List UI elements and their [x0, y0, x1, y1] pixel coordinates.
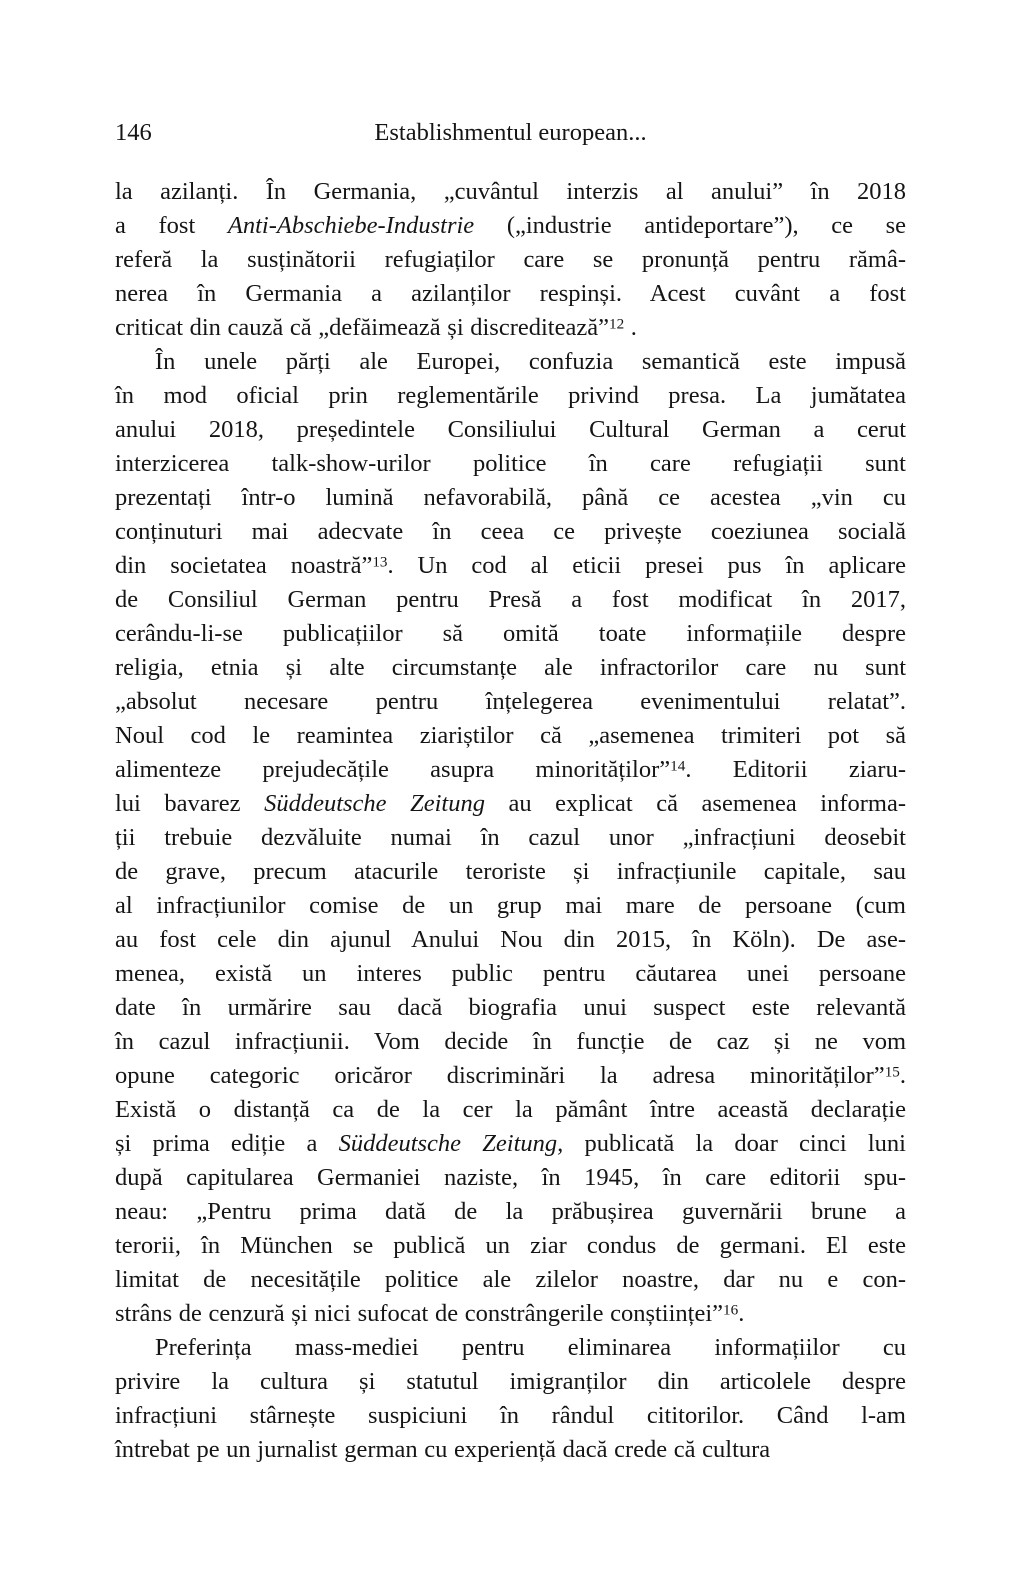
- footnote-ref: 14: [670, 757, 686, 775]
- text-run: menea, există un interes public pentru căutarea unei persoane: [115, 960, 906, 987]
- text-line: [115, 311, 906, 345]
- text-run: a fost: [115, 212, 228, 239]
- text-line: [115, 447, 906, 481]
- text-run: și prima ediție a: [115, 1130, 339, 1157]
- text-line: [115, 1229, 906, 1263]
- text-run: opune categoric oricăror discriminări la adresa minorităților”: [115, 1062, 885, 1089]
- text-run: al infracțiunilor comise de un grup mai mare de persoane (cum: [115, 892, 906, 919]
- text-run: criticat din cauză că „defăimează și discreditează”: [115, 314, 609, 341]
- text-run: la azilanți. În Germania, „cuvântul interzis al anului” în 2018: [115, 178, 906, 205]
- page-header: [115, 118, 906, 150]
- text-run: referă la susținătorii refugiaților care se pronunță pentru rămâ-: [115, 246, 906, 273]
- text-run: date în urmărire sau dacă biografia unui suspect este relevantă: [115, 994, 906, 1021]
- text-line: [115, 719, 906, 753]
- text-line: [115, 209, 906, 243]
- text-line: [115, 617, 906, 651]
- text-line: [115, 1297, 906, 1331]
- text-line: [115, 481, 906, 515]
- text-run: în mod oficial prin reglementările privind presa. La jumătatea: [115, 382, 906, 409]
- text-line: [115, 1263, 906, 1297]
- text-line: [115, 175, 906, 209]
- text-line: [115, 651, 906, 685]
- footnote-ref: 16: [723, 1301, 739, 1319]
- text-run: .: [624, 314, 637, 341]
- text-line: [115, 923, 906, 957]
- italic-run: Süddeutsche Zeitung: [264, 790, 485, 817]
- text-run: . Editorii ziaru-: [685, 756, 906, 783]
- italic-run: Anti-Abschiebe-Industrie: [227, 212, 475, 239]
- text-line: [115, 685, 906, 719]
- text-run: În unele părți ale Europei, confuzia semantică este impusă: [155, 348, 906, 375]
- text-run: au explicat că asemenea informa-: [484, 790, 906, 817]
- text-line: [115, 1433, 906, 1467]
- text-run: Există o distanță ca de la cer la pământ între această declarație: [115, 1096, 906, 1123]
- footnote-ref: 15: [884, 1063, 900, 1081]
- text-run: Preferința mass-mediei pentru eliminarea informațiilor cu: [155, 1334, 906, 1361]
- text-run: anului 2018, președintele Consiliului Cultural German a cerut: [115, 416, 906, 443]
- text-run: limitat de necesitățile politice ale zilelor noastre, dar nu e con-: [115, 1266, 906, 1293]
- text-run: de grave, precum atacurile teroriste și infracțiunile capitale, sau: [115, 858, 906, 885]
- text-line: [115, 1399, 906, 1433]
- text-run: nerea în Germania a azilanților respinși. Acest cuvânt a fost: [115, 280, 906, 307]
- text-line: [115, 991, 906, 1025]
- text-run: prezentați într-o lumină nefavorabilă, până ce acestea „vin cu: [115, 484, 906, 511]
- text-run: strâns de cenzură și nici sufocat de constrângerile conștiinței”: [115, 1300, 724, 1327]
- text-line: [115, 1195, 906, 1229]
- text-line: [115, 345, 906, 379]
- text-line: [115, 787, 906, 821]
- text-run: religia, etnia și alte circumstanțe ale infractorilor care nu sunt: [115, 654, 906, 681]
- running-title: Establishmentul european...: [374, 119, 647, 146]
- text-line: [115, 413, 906, 447]
- text-run: întrebat pe un jurnalist german cu experiență dacă crede că cultura: [115, 1436, 771, 1463]
- text-run: infracțiuni stârnește suspiciuni în rândul cititorilor. Când l-am: [115, 1402, 906, 1429]
- text-run: alimenteze prejudecățile asupra minorităților”: [115, 756, 671, 783]
- text-run: .: [899, 1062, 906, 1089]
- text-line: [115, 1331, 906, 1365]
- text-run: . Un cod al eticii presei pus în aplicare: [387, 552, 906, 579]
- text-run: lui bavarez: [115, 790, 265, 817]
- text-run: interzicerea talk-show-urilor politice în care refugiații sunt: [115, 450, 906, 477]
- text-line: [115, 753, 906, 787]
- text-run: ții trebuie dezvăluite numai în cazul unor „infracțiuni deosebit: [115, 824, 906, 851]
- text-line: [115, 821, 906, 855]
- text-run: „absolut necesare pentru înțelegerea evenimentului relatat”.: [115, 688, 906, 715]
- text-line: [115, 583, 906, 617]
- text-run: conținuturi mai adecvate în ceea ce privește coeziunea socială: [115, 518, 906, 545]
- text-run: după capitularea Germaniei naziste, în 1945, în care editorii spu-: [115, 1164, 906, 1191]
- text-run: cerându-li-se publicațiilor să omită toate informațiile despre: [115, 620, 906, 647]
- text-run: au fost cele din ajunul Anului Nou din 2015, în Köln). De ase-: [115, 926, 906, 953]
- text-run: din societatea noastră”: [115, 552, 373, 579]
- text-run: („industrie antideportare”), ce se: [474, 212, 907, 239]
- text-line: [115, 277, 906, 311]
- text-line: [115, 1365, 906, 1399]
- text-line: [115, 855, 906, 889]
- text-run: .: [738, 1300, 745, 1327]
- text-line: [115, 1127, 906, 1161]
- text-run: de Consiliul German pentru Presă a fost modificat în 2017,: [115, 586, 906, 613]
- text-run: Noul cod le reamintea ziariștilor că „asemenea trimiteri pot să: [115, 722, 906, 749]
- text-line: [115, 1025, 906, 1059]
- text-run: în cazul infracțiunii. Vom decide în funcție de caz și ne vom: [115, 1028, 906, 1055]
- text-line: [115, 1093, 906, 1127]
- text-run: privire la cultura și statutul imigranților din articolele despre: [115, 1368, 906, 1395]
- footnote-ref: 12: [608, 315, 625, 333]
- text-line: [115, 889, 906, 923]
- page-body-text: [115, 175, 906, 1467]
- text-line: [115, 957, 906, 991]
- text-line: [115, 549, 906, 583]
- italic-run: Süddeutsche Zeitung,: [338, 1130, 564, 1157]
- page-number: 146: [115, 119, 152, 146]
- text-line: [115, 379, 906, 413]
- text-line: [115, 1161, 906, 1195]
- text-line: [115, 515, 906, 549]
- text-line: [115, 243, 906, 277]
- text-line: [115, 1059, 906, 1093]
- text-run: neau: „Pentru prima dată de la prăbușirea guvernării brune a: [115, 1198, 906, 1225]
- footnote-ref: 13: [372, 553, 388, 571]
- text-run: terorii, în München se publică un ziar condus de germani. El este: [115, 1232, 906, 1259]
- text-run: publicată la doar cinci luni: [563, 1130, 906, 1157]
